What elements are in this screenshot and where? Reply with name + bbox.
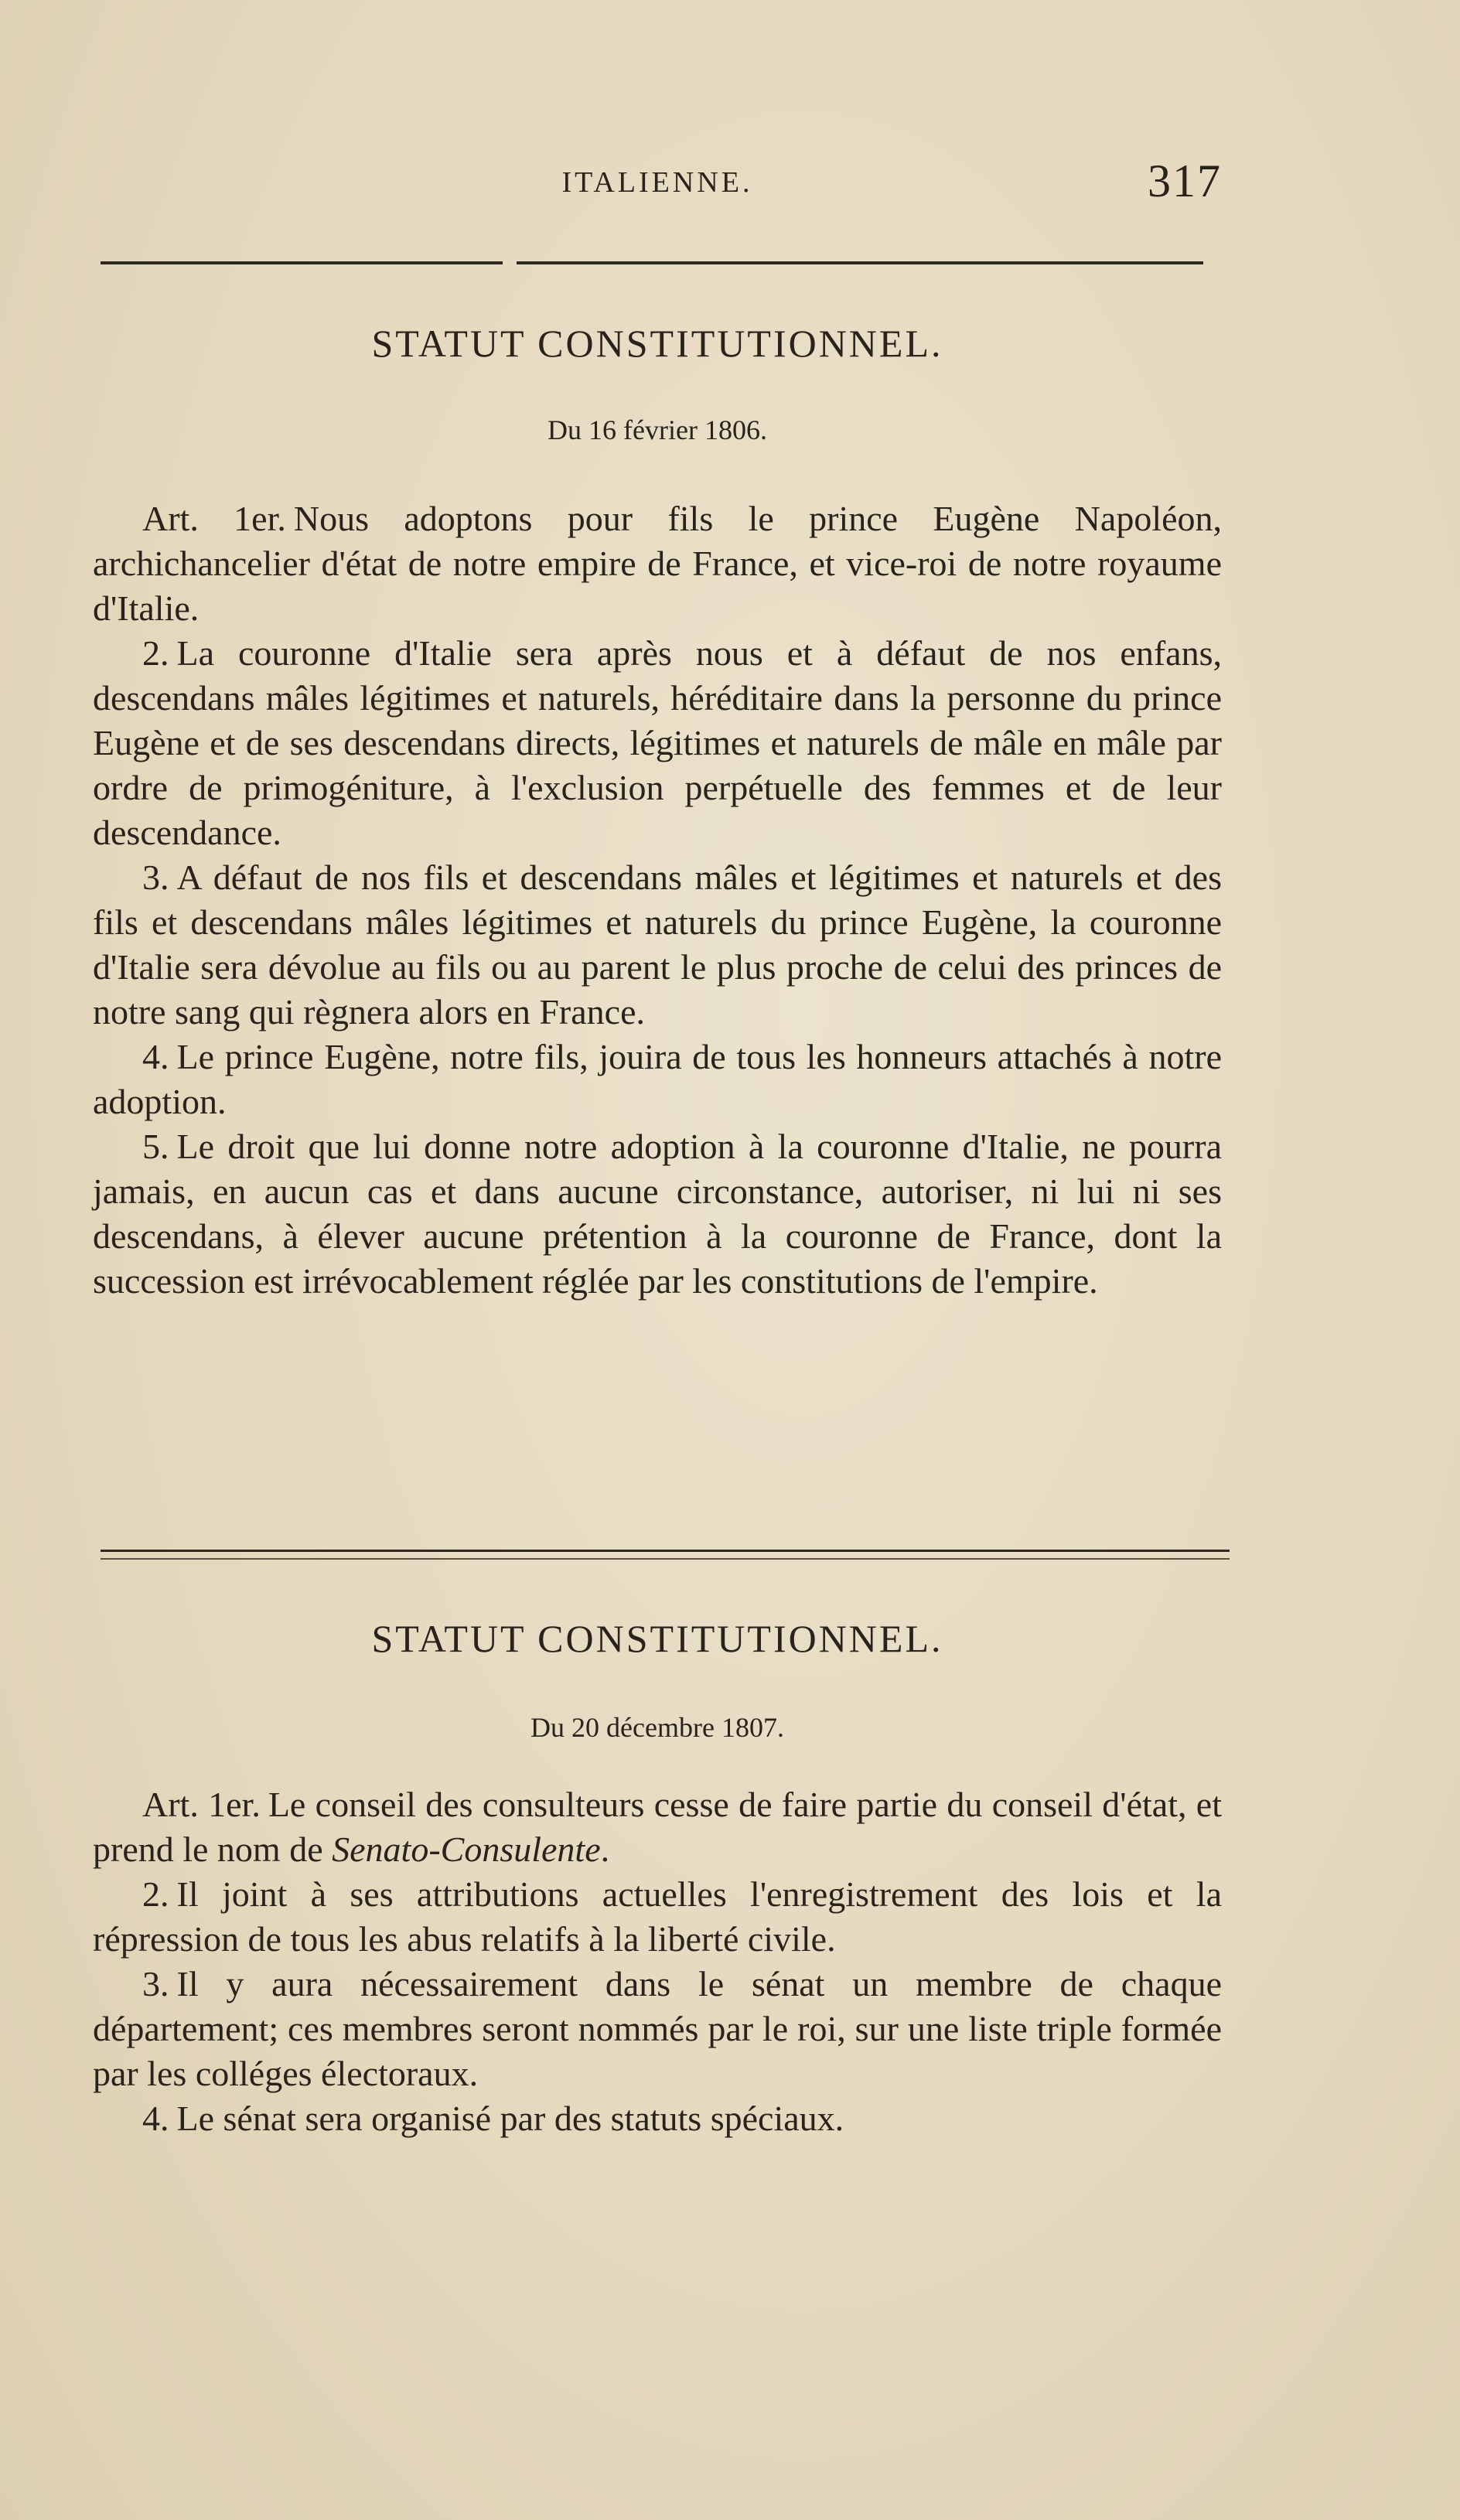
header-rule-right bbox=[517, 261, 1203, 264]
article-text: Il y aura nécessairement dans le sénat un membre de chaque département; ces membres seront nommés par le roi, sur une liste triple formée par les colléges électoraux. bbox=[93, 1964, 1222, 2093]
statute-title: STATUT CONSTITUTIONNEL. bbox=[371, 322, 943, 365]
article-number: 4. bbox=[142, 2099, 169, 2138]
article-text: Le conseil des consulteurs cesse de faire partie du conseil d'état, et prend le nom de bbox=[93, 1785, 1222, 1869]
article bbox=[93, 1872, 1222, 1962]
article bbox=[93, 631, 1222, 855]
running-head bbox=[93, 155, 1222, 217]
statute-date: Du 20 décembre 1807. bbox=[530, 1712, 784, 1743]
article-number: 2. bbox=[142, 633, 169, 673]
article bbox=[93, 1782, 1222, 1872]
article-text: Le sénat sera organisé par des statuts spéciaux. bbox=[176, 2099, 844, 2138]
running-title: ITALIENNE. bbox=[561, 166, 753, 199]
article-number: 3. bbox=[142, 858, 169, 897]
article bbox=[93, 496, 1222, 631]
statute-date: Du 16 février 1806. bbox=[548, 414, 767, 445]
article bbox=[93, 2096, 1222, 2141]
article-text: La couronne d'Italie sera après nous et à défaut de nos enfans, descendans mâles légitimes et naturels, héréditaire dans la personne du prince Eugène et de ses descendans directs, légitimes et naturels de mâle en mâle par ordre de primogéniture, à l'exclusion perpétuelle des femmes et de leur descendance. bbox=[93, 633, 1222, 852]
header-rule-left bbox=[101, 261, 503, 264]
article-text-end: . bbox=[600, 1829, 610, 1869]
article-text: A défaut de nos fils et descendans mâles et légitimes et naturels et des fils et descendans mâles légitimes et naturels du prince Eugène, la couronne d'Italie sera dévolue au fils ou au parent le plus proche de celui des princes de notre sang qui règnera alors en France. bbox=[93, 858, 1222, 1032]
statute-title: STATUT CONSTITUTIONNEL. bbox=[371, 1617, 943, 1660]
article bbox=[93, 1124, 1222, 1304]
page-number: 317 bbox=[1148, 155, 1222, 206]
article-number: 4. bbox=[142, 1037, 169, 1076]
article bbox=[93, 1962, 1222, 2096]
article-text: Nous adoptons pour fils le prince Eugène Napoléon, archichancelier d'état de notre empire de France, et vice-roi de notre royaume d'Italie. bbox=[93, 499, 1223, 628]
article-text-italic: Senato-Consulente bbox=[332, 1829, 601, 1869]
article bbox=[93, 855, 1222, 1035]
section-divider-rule bbox=[101, 1550, 1230, 1560]
article-number: 3. bbox=[142, 1964, 169, 2003]
article-text: Le droit que lui donne notre adoption à la couronne d'Italie, ne pourra jamais, en aucun cas et dans aucune circonstance, autoriser, ni lui ni ses descendans, à élever aucune prétention à la couronne de France, dont la succession est irrévocablement réglée par les constitutions de l'empire. bbox=[93, 1127, 1222, 1301]
article-number: 2. bbox=[142, 1874, 169, 1914]
article-text: Il joint à ses attributions actuelles l'enregistrement des lois et la répression de tous les abus relatifs à la liberté civile. bbox=[93, 1874, 1222, 1959]
article-text: Le prince Eugène, notre fils, jouira de tous les honneurs attachés à notre adoption. bbox=[93, 1037, 1222, 1121]
article-number: 5. bbox=[142, 1127, 169, 1166]
article-number: Art. 1er. bbox=[142, 1785, 261, 1824]
statute-articles bbox=[93, 496, 1222, 1304]
article bbox=[93, 1035, 1222, 1124]
statute-articles bbox=[93, 1782, 1222, 2141]
article-number: Art. 1er. bbox=[142, 499, 286, 538]
